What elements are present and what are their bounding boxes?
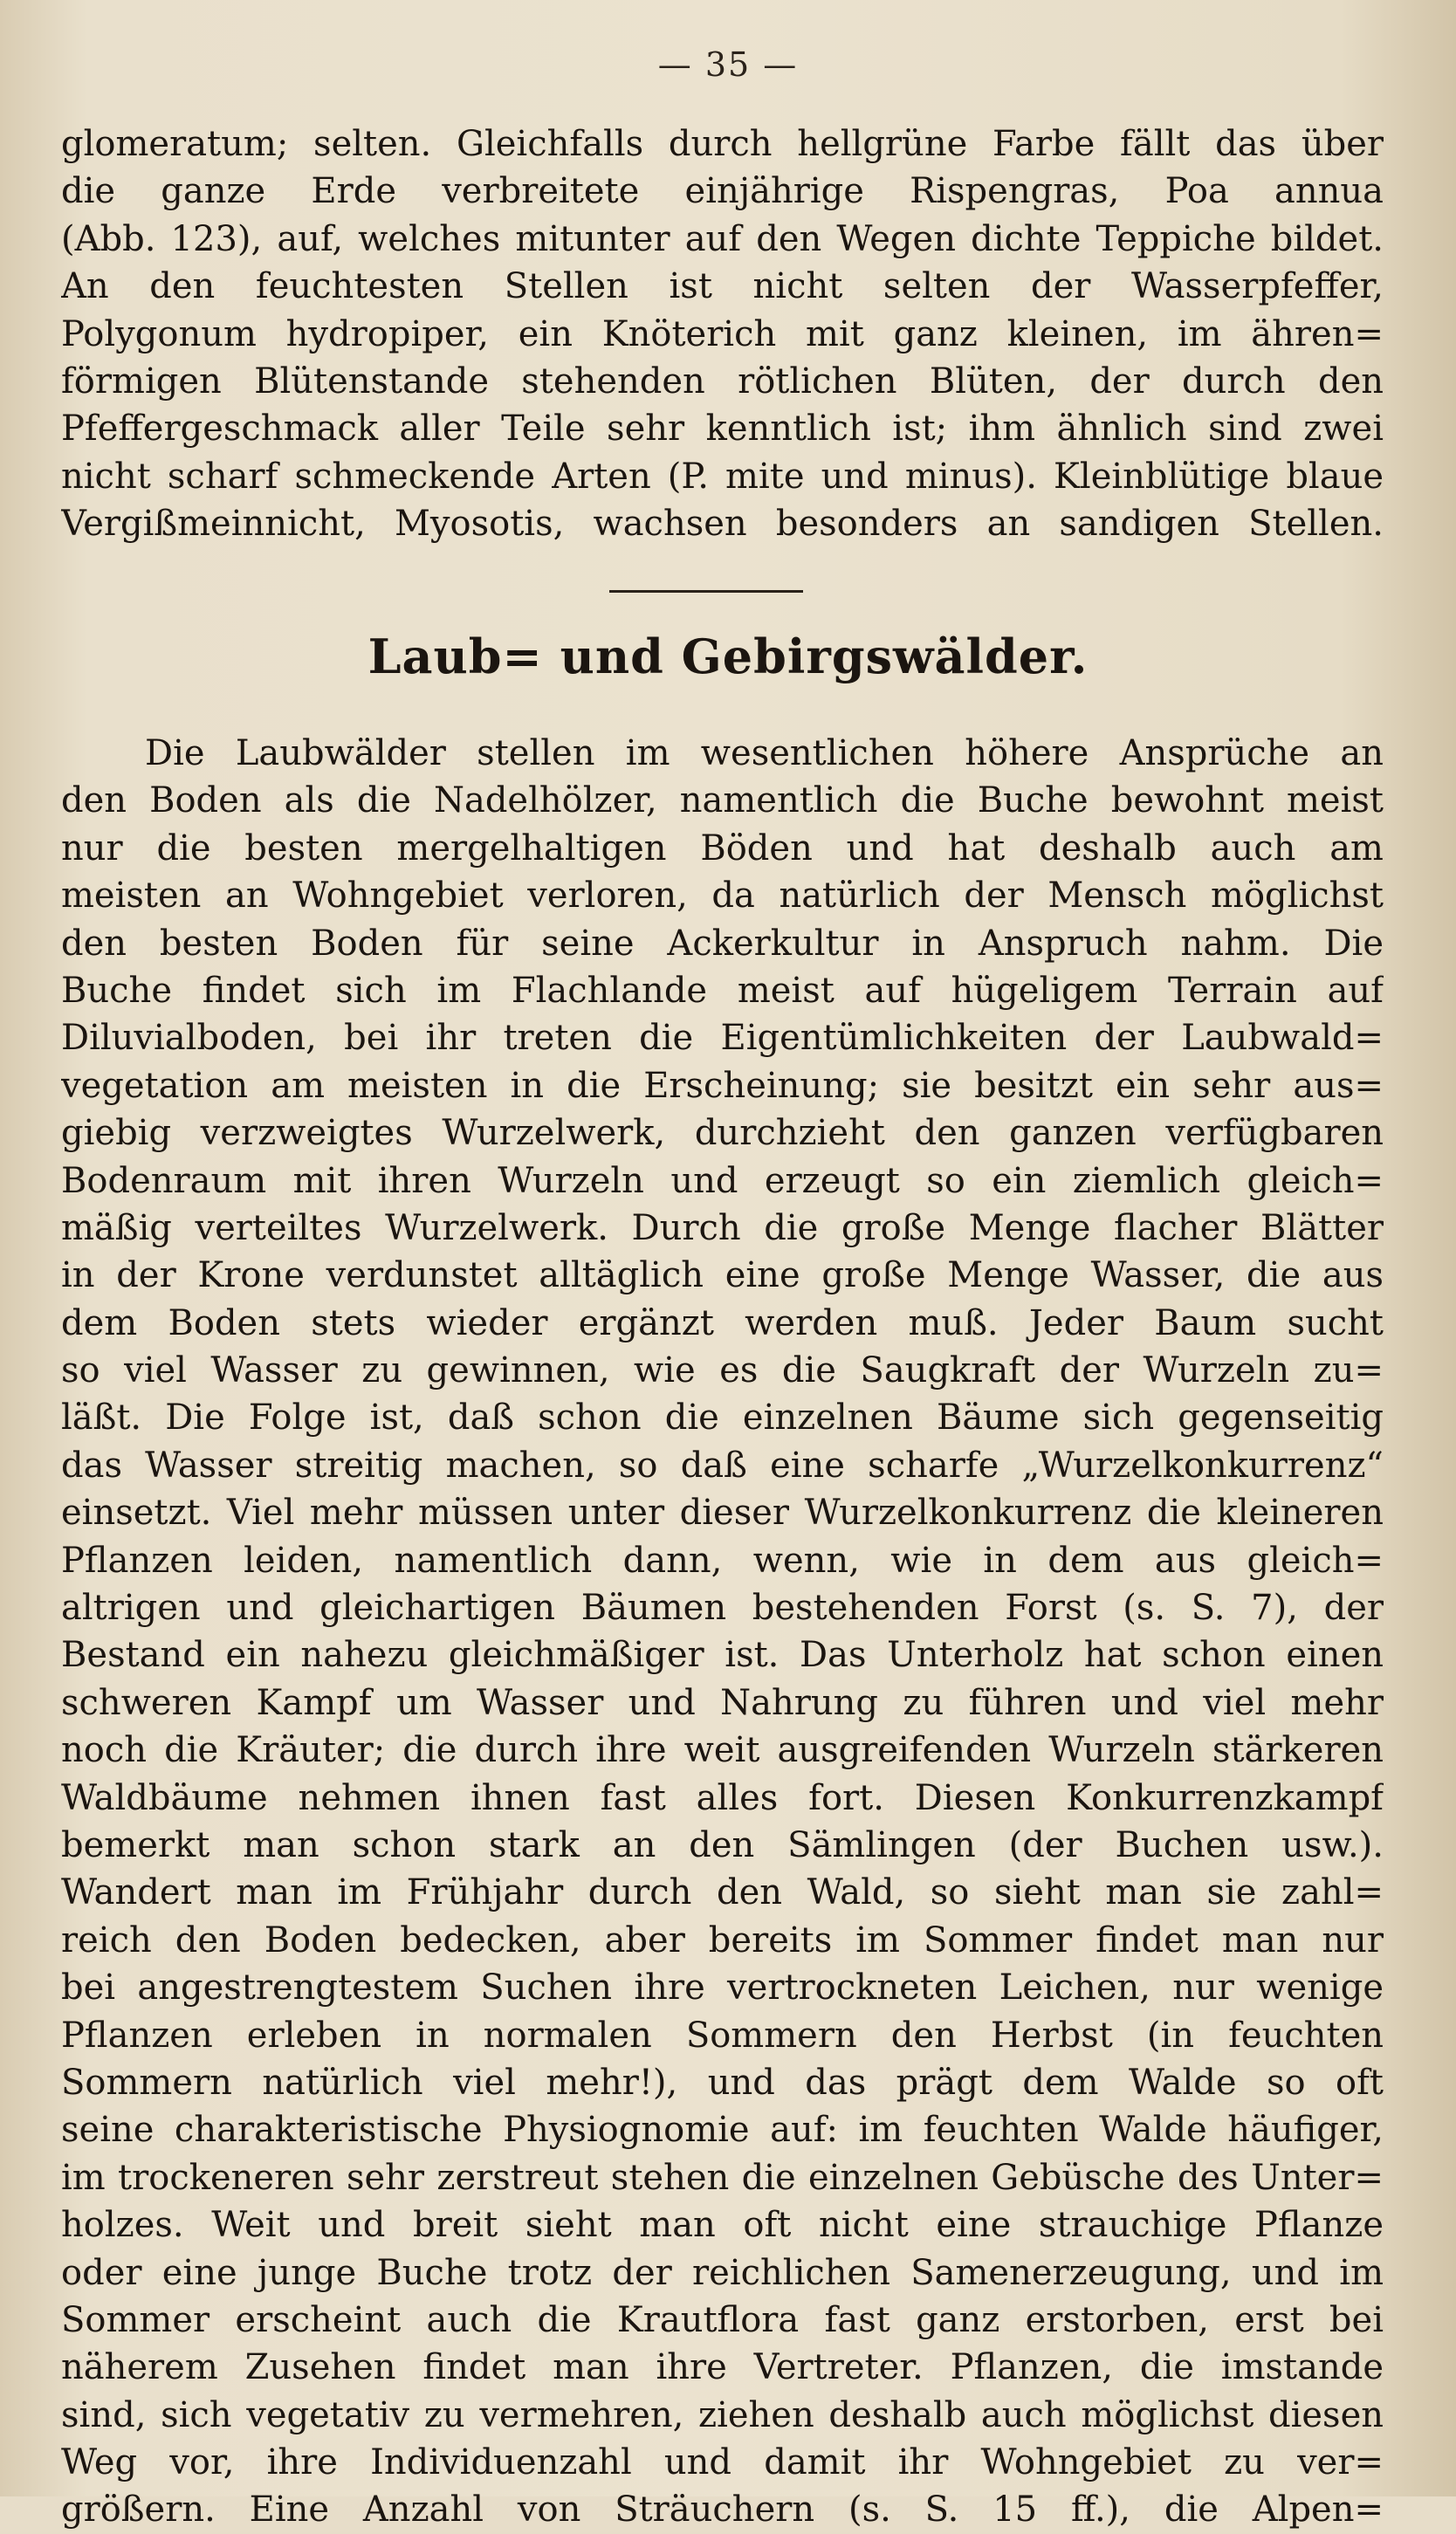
text-line: Die Laubwälder stellen im wesentlichen höhere Ansprüche an — [145, 733, 1384, 773]
text-line: läßt. Die Folge ist, daß schon die einzelnen Bäume sich gegenseitig — [61, 1397, 1384, 1439]
top-paragraph — [61, 120, 1384, 548]
text-line: so viel Wasser zu gewinnen, wie es die Saugkraft der Wurzeln zu= — [61, 1350, 1384, 1391]
text-line: sind, sich vegetativ zu vermehren, ziehen deshalb auch möglichst diesen — [61, 2394, 1384, 2435]
text-line: Wandert man im Frühjahr durch den Wald, so sieht man sie zahl= — [61, 1872, 1384, 1913]
text-line: holzes. Weit und breit sieht man oft nicht eine strauchige Pflanze — [61, 2205, 1384, 2246]
text-line: oder eine junge Buche trotz der reichlichen Samenerzeugung, und im — [61, 2252, 1384, 2293]
text-line: glomeratum; selten. Gleichfalls durch hellgrüne Farbe fällt das über — [61, 124, 1384, 164]
text-line: das Wasser streitig machen, so daß eine scharfe „Wurzelkonkurrenz“ — [61, 1445, 1384, 1486]
text-line: im trockeneren sehr zerstreut stehen die einzelnen Gebüsche des Unter= — [61, 2157, 1384, 2198]
page-number: — 35 — — [657, 45, 799, 84]
text-line: altrigen und gleichartigen Bäumen bestehenden Forst (s. S. 7), der — [61, 1588, 1384, 1629]
text-line: Buche findet sich im Flachlande meist auf hügeligem Terrain auf — [61, 970, 1384, 1011]
text-line: Pfeffergeschmack aller Teile sehr kenntlich ist; ihm ähnlich sind zwei — [61, 409, 1384, 450]
text-line: An den feuchtesten Stellen ist nicht selten der Wasserpfeffer, — [61, 266, 1384, 307]
text-line: Polygonum hydropiper, ein Knöterich mit ganz kleinen, im ähren= — [61, 313, 1384, 354]
text-line: mäßig verteiltes Wurzelwerk. Durch die große Menge flacher Blätter — [61, 1207, 1384, 1248]
text-line: meisten an Wohngebiet verloren, da natürlich der Mensch möglichst — [61, 876, 1384, 917]
text-line: Bestand ein nahezu gleichmäßiger ist. Das Unterholz hat schon einen — [61, 1635, 1384, 1676]
text-line: giebig verzweigtes Wurzelwerk, durchzieht den ganzen verfügbaren — [61, 1113, 1384, 1154]
text-line: in der Krone verdunstet alltäglich eine große Menge Wasser, die aus — [61, 1255, 1384, 1296]
section-divider — [609, 590, 803, 593]
text-line: förmigen Blütenstande stehenden rötlichen Blüten, der durch den — [61, 361, 1384, 402]
text-line: bei angestrengtestem Suchen ihre vertrockneten Leichen, nur wenige — [61, 1967, 1384, 2009]
text-line: Pflanzen erleben in normalen Sommern den Herbst (in feuchten — [61, 2015, 1384, 2056]
text-line: reich den Boden bedecken, aber bereits im Sommer findet man nur — [61, 1919, 1384, 1961]
text-line: größern. Eine Anzahl von Sträuchern (s. S. 15 ff.), die Alpen= — [61, 2489, 1384, 2531]
text-line: näherem Zusehen findet man ihre Vertreter. Pflanzen, die imstande — [61, 2347, 1384, 2388]
text-line: Diluvialboden, bei ihr treten die Eigentümlichkeiten der Laubwald= — [61, 1018, 1384, 1059]
text-line: Sommern natürlich viel mehr!), und das prägt dem Walde so oft — [61, 2062, 1384, 2103]
text-line: Pflanzen leiden, namentlich dann, wenn, wie in dem aus gleich= — [61, 1540, 1384, 1581]
text-line: vegetation am meisten in die Erscheinung; sie besitzt ein sehr aus= — [61, 1065, 1384, 1106]
text-line: nicht scharf schmeckende Arten (P. mite und minus). Kleinblütige blaue — [61, 456, 1384, 497]
text-line: schweren Kampf um Wasser und Nahrung zu führen und viel mehr — [61, 1682, 1384, 1723]
section-title: Laub= und Gebirgswälder. — [367, 628, 1089, 684]
text-line: Waldbäume nehmen ihnen fast alles fort. Diesen Konkurrenzkampf — [61, 1777, 1384, 1818]
text-line: bemerkt man schon stark an den Sämlingen (der Buchen usw.). — [61, 1824, 1384, 1865]
text-line: noch die Kräuter; die durch ihre weit ausgreifenden Wurzeln stärkeren — [61, 1730, 1384, 1771]
main-paragraph — [61, 730, 1384, 2534]
text-line: nur die besten mergelhaltigen Böden und hat deshalb auch am — [61, 827, 1384, 869]
text-line: dem Boden stets wieder ergänzt werden muß. Jeder Baum sucht — [61, 1302, 1384, 1343]
text-line: den besten Boden für seine Ackerkultur in Anspruch nahm. Die — [61, 923, 1384, 964]
text-line: Weg vor, ihre Individuenzahl und damit ihr Wohngebiet zu ver= — [61, 2442, 1384, 2483]
text-line: seine charakteristische Physiognomie auf: im feuchten Walde häufiger, — [61, 2110, 1384, 2151]
text-line: einsetzt. Viel mehr müssen unter dieser Wurzelkonkurrenz die kleineren — [61, 1493, 1384, 1534]
text-line: Bodenraum mit ihren Wurzeln und erzeugt so ein ziemlich gleich= — [61, 1160, 1384, 1201]
text-line: Sommer erscheint auch die Krautflora fast ganz erstorben, erst bei — [61, 2299, 1384, 2340]
text-line: den Boden als die Nadelhölzer, namentlich die Buche bewohnt meist — [61, 780, 1384, 821]
text-line: Vergißmeinnicht, Myosotis, wachsen besonders an sandigen Stellen. — [61, 504, 1384, 545]
text-line: die ganze Erde verbreitete einjährige Rispengras, Poa annua — [61, 171, 1384, 212]
text-line: (Abb. 123), auf, welches mitunter auf den Wegen dichte Teppiche bildet. — [61, 218, 1384, 259]
